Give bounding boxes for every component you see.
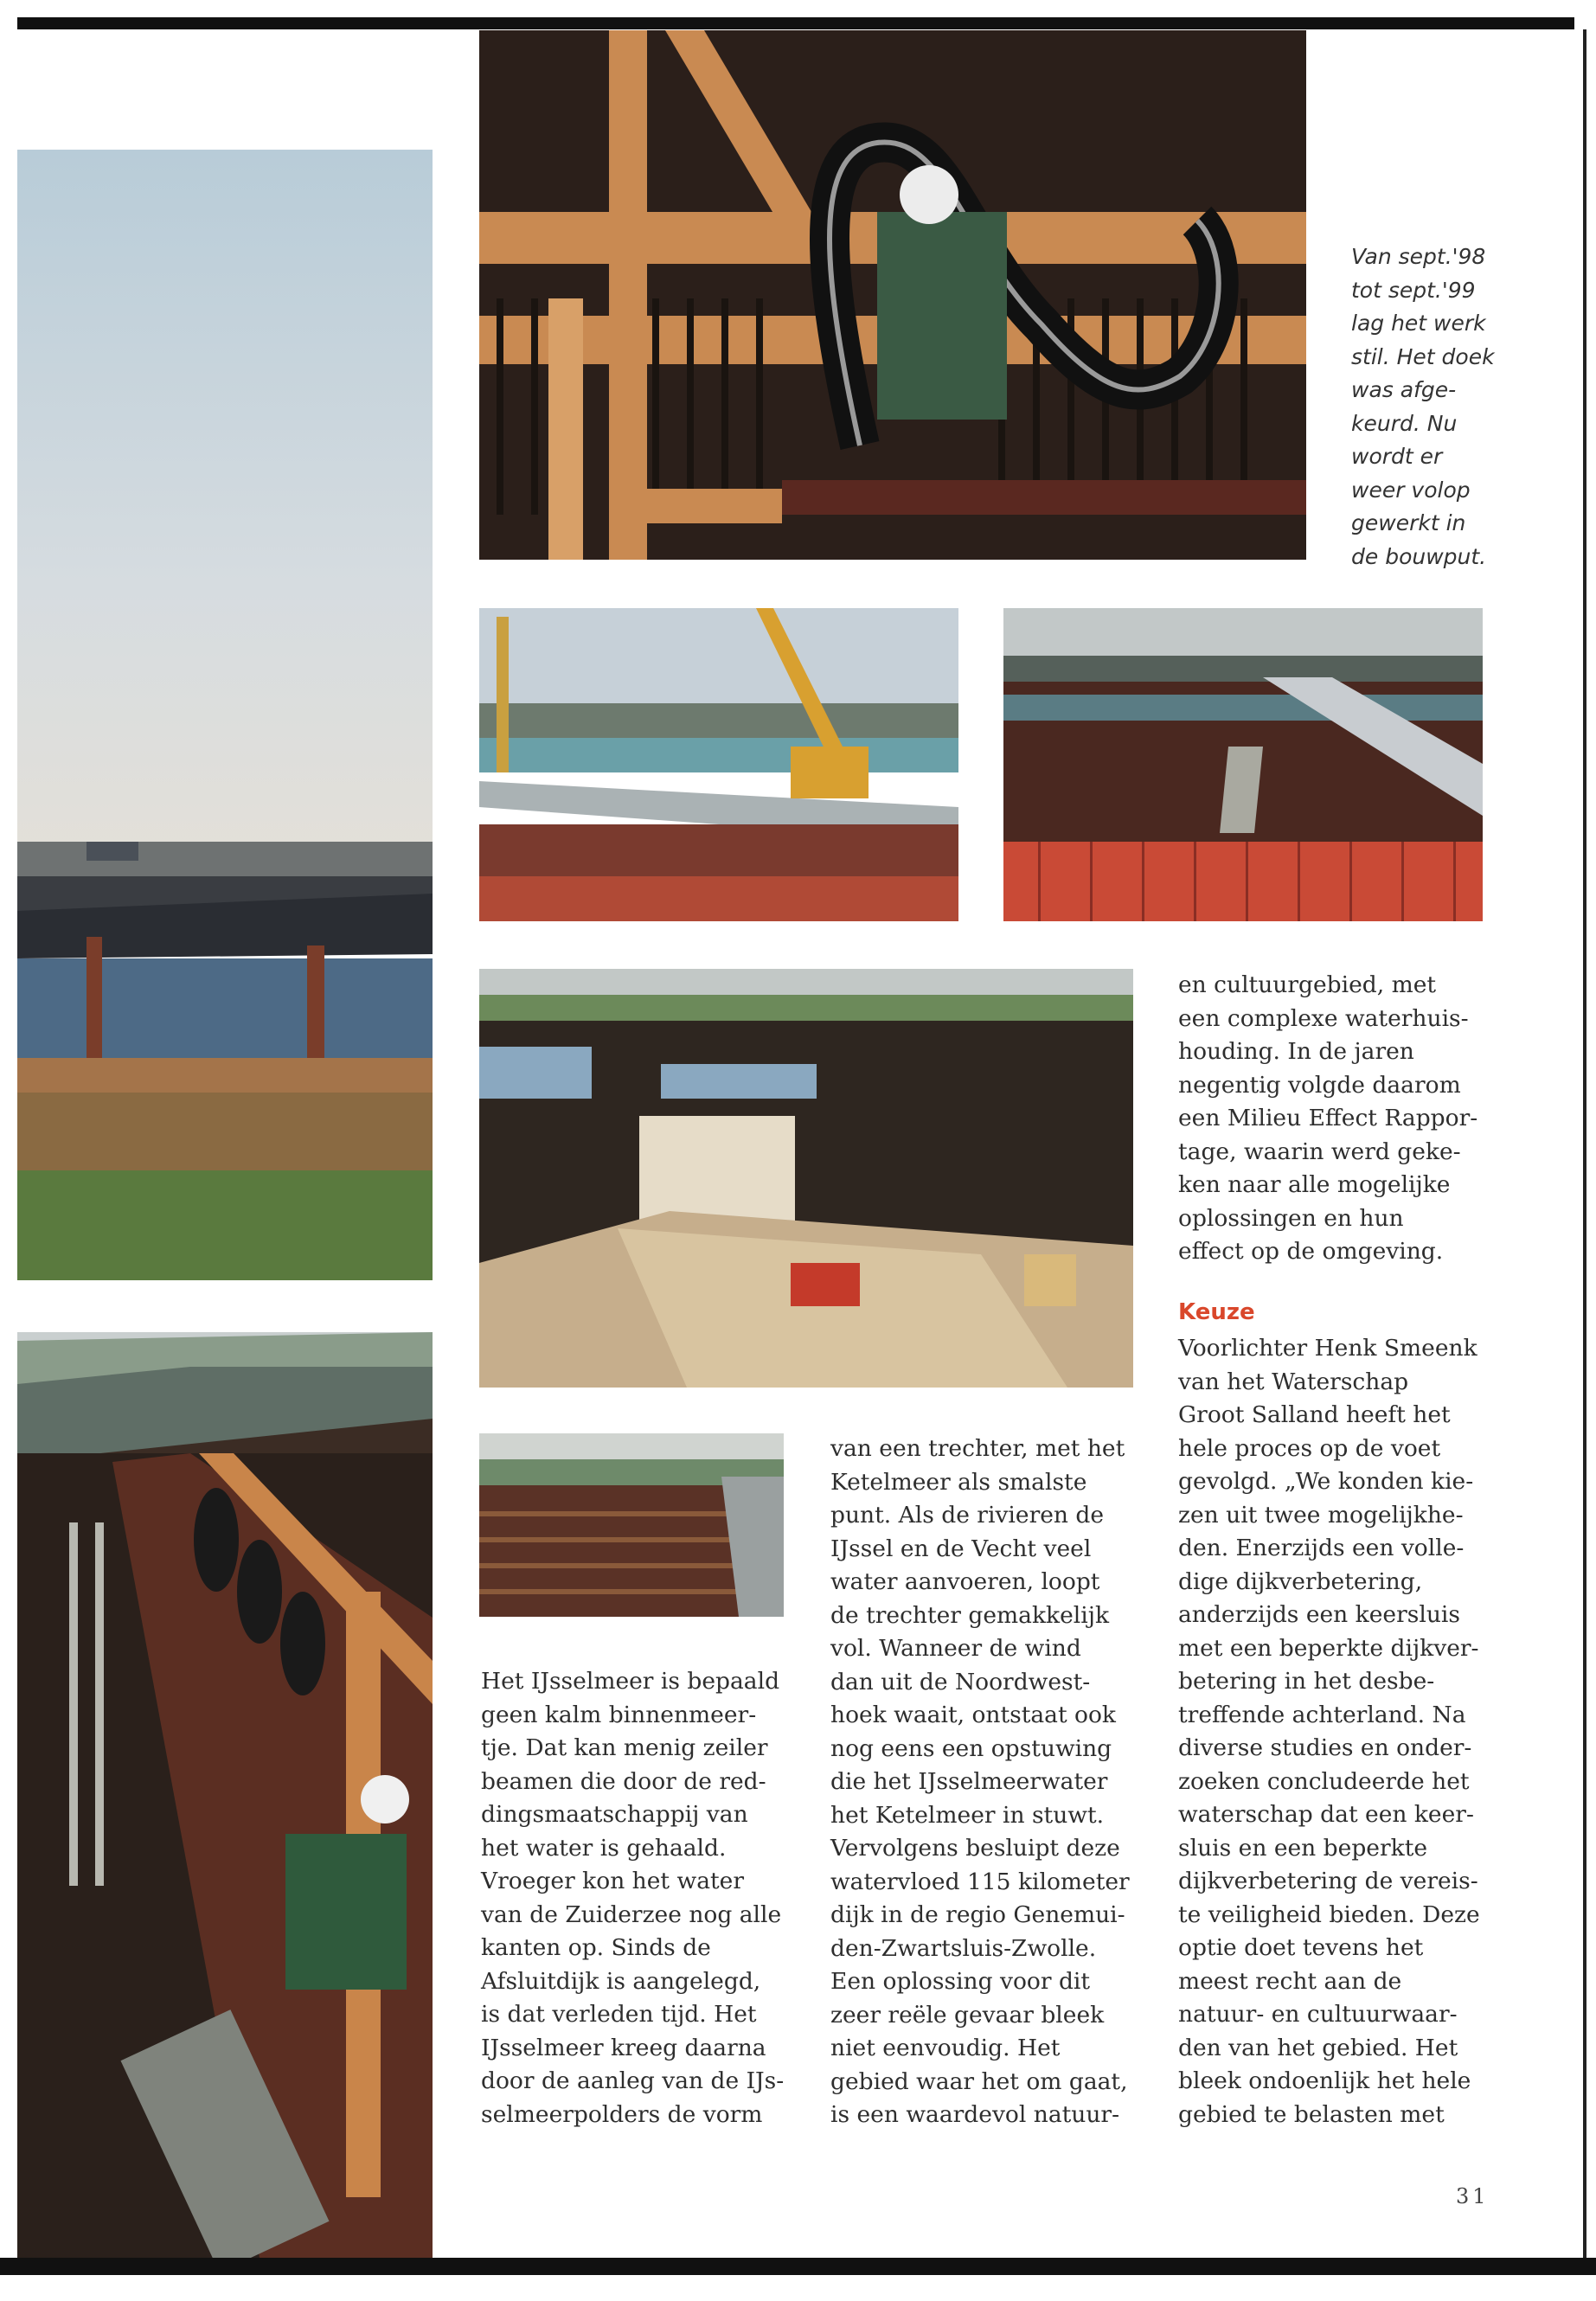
text-line: hele proces op de voet [1178,1434,1441,1462]
text-line: kanten op. Sinds de [481,1934,711,1961]
bottom-rule [0,2258,1596,2275]
text-line: geen kalm binnenmeer- [481,1701,757,1728]
text-line: houding. In de jaren [1178,1038,1414,1065]
text-line: gebied waar het om gaat, [830,2067,1128,2095]
text-line: de trechter gemakkelijk [830,1601,1109,1629]
text-line: Vroeger kon het water [481,1868,744,1894]
text-line: oplossingen en hun [1178,1204,1404,1232]
text-line: treffende achterland. Na [1178,1701,1466,1728]
caption-line: wordt er [1351,444,1443,469]
text-line: zeer reële gevaar bleek [830,2001,1105,2029]
body-column-2 [830,1433,1142,2132]
text-line: IJssel en de Vecht veel [830,1535,1092,1562]
text-line: bleek ondoenlijk het hele [1178,2067,1471,2094]
text-line: den van het gebied. Het [1178,2034,1458,2061]
text-line: selmeerpolders de vorm [481,2100,763,2128]
text-line: meest recht aan de [1178,1967,1402,1995]
text-line: tje. Dat kan menig zeiler [481,1734,768,1761]
photo-bouwput-walkway [1003,608,1483,921]
body-column-3-bottom [1178,1332,1490,2131]
text-line: is een waardevol natuur- [830,2101,1120,2128]
text-line: dingsmaatschappij van [481,1801,748,1828]
text-line: negentig volgde daarom [1178,1071,1461,1099]
body-column-1 [481,1665,792,2131]
text-line: een Milieu Effect Rappor- [1178,1105,1478,1131]
photo-worker-formwork [479,30,1306,560]
text-line: gevolgd. „We konden kie- [1178,1468,1474,1495]
photo-crane-bridge [479,608,958,921]
text-line: door de aanleg van de IJs- [481,2067,785,2094]
text-line: zoeken concludeerde het [1178,1767,1470,1795]
photo-river-barge [17,150,433,1280]
text-line: ken naar alle mogelijke [1178,1171,1451,1198]
text-line: dijk in de regio Genemui- [830,1901,1125,1928]
text-line: het Ketelmeer in stuwt. [830,1801,1105,1829]
photo-bouwput-water [479,969,1133,1388]
text-line: vol. Wanneer de wind [830,1635,1081,1662]
text-line: te veiligheid bieden. Deze [1178,1900,1480,1928]
text-line: een complexe waterhuis- [1178,1004,1469,1032]
caption-line: stil. Het doek [1351,343,1495,369]
text-line: zen uit twee mogelijkhe- [1178,1501,1464,1529]
text-line: van een trechter, met het [830,1435,1125,1462]
text-line: diverse studies en onder- [1178,1734,1472,1761]
text-line: punt. Als de rivieren de [830,1502,1105,1529]
page-edge [1583,29,1586,2261]
text-line: sluis en een beperkte [1178,1834,1428,1862]
caption-line: de bouwput. [1351,543,1487,569]
text-line: van het Waterschap [1178,1368,1409,1395]
caption-line: Van sept.'98 [1351,244,1486,269]
text-line: den. Enerzijds een volle- [1178,1535,1465,1561]
text-line: en cultuurgebied, met [1178,971,1437,998]
page-number: 31 [1456,2184,1490,2208]
text-line: dan uit de Noordwest- [830,1668,1091,1695]
text-line: dijkverbetering de vereis- [1178,1868,1478,1894]
text-line: van de Zuiderzee nog alle [481,1900,782,1928]
photo-bouwput-ladder [17,1332,433,2258]
text-line: dige dijkverbetering, [1178,1567,1423,1595]
text-line: hoek waait, ontstaat ook [830,1702,1116,1728]
text-line: natuur- en cultuurwaar- [1178,2001,1458,2028]
text-line: den-Zwartsluis-Zwolle. [830,1934,1097,1962]
body-column-3-top [1178,969,1490,1269]
section-heading: Keuze [1178,1299,1255,1325]
text-line: met een beperkte dijkver- [1178,1634,1479,1662]
text-line: IJsselmeer kreeg daarna [481,2034,766,2061]
text-line: is dat verleden tijd. Het [481,2001,757,2028]
caption-line: gewerkt in [1351,510,1466,535]
text-line: Afsluitdijk is aangelegd, [481,1967,761,1995]
text-line: beamen die door de red- [481,1767,766,1795]
text-line: Vervolgens besluipt deze [830,1835,1120,1862]
text-line: anderzijds een keersluis [1178,1601,1460,1628]
photo-caption [1351,240,1559,574]
caption-line: was afge- [1351,377,1457,402]
text-line: Ketelmeer als smalste [830,1468,1087,1496]
text-line: Voorlichter Henk Smeenk [1178,1335,1477,1362]
text-line: Groot Salland heeft het [1178,1401,1451,1428]
text-line: niet eenvoudig. Het [830,2035,1061,2061]
text-line: effect op de omgeving. [1178,1238,1444,1265]
photo-rebar [479,1433,784,1617]
caption-line: tot sept.'99 [1351,277,1476,303]
text-line: Het IJsselmeer is bepaald [481,1668,780,1695]
text-line: Een oplossing voor dit [830,1968,1091,1995]
text-line: watervloed 115 kilometer [830,1868,1130,1895]
text-line: het water is gehaald. [481,1834,727,1862]
text-line: gebied te belasten met [1178,2100,1445,2128]
caption-line: lag het werk [1351,311,1486,336]
caption-line: keurd. Nu [1351,410,1458,436]
text-line: betering in het desbe- [1178,1668,1435,1695]
text-line: optie doet tevens het [1178,1934,1424,1961]
text-line: tage, waarin werd geke- [1178,1138,1461,1165]
caption-line: weer volop [1351,477,1471,503]
top-rule [17,17,1574,29]
text-line: water aanvoeren, loopt [830,1568,1100,1595]
text-line: nog eens een opstuwing [830,1734,1112,1762]
text-line: waterschap dat een keer- [1178,1801,1474,1828]
text-line: die het IJsselmeerwater [830,1768,1108,1795]
